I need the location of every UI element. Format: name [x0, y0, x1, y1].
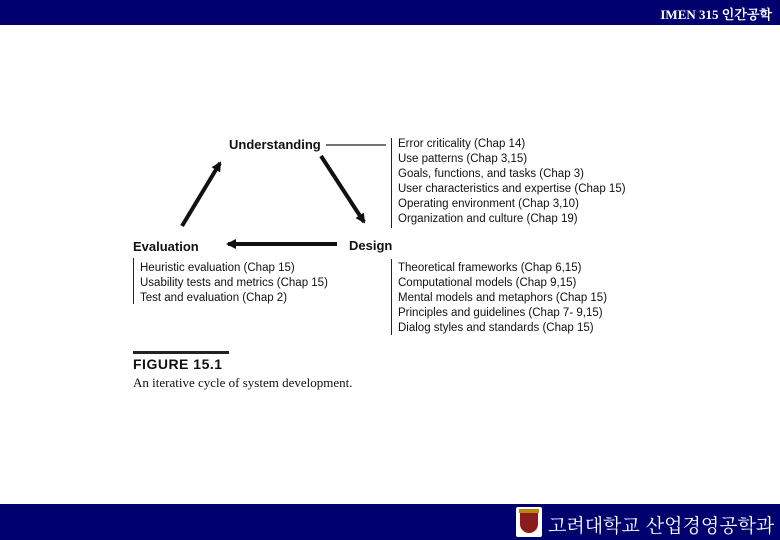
university-logo	[516, 507, 542, 537]
design-label: Design	[349, 238, 393, 253]
list-item: Use patterns (Chap 3,15)	[398, 153, 528, 165]
evaluation-list	[140, 261, 328, 306]
list-item: Mental models and metaphors (Chap 15)	[398, 292, 608, 304]
arrow-evaluation-to-understanding	[182, 163, 220, 226]
list-item: Operating environment (Chap 3,10)	[398, 198, 579, 210]
understanding-list	[398, 137, 626, 227]
crest-icon	[520, 513, 538, 533]
list-item: Theoretical frameworks (Chap 6,15)	[398, 262, 582, 274]
design-bracket	[391, 259, 392, 335]
list-item: Computational models (Chap 9,15)	[398, 277, 577, 289]
footer-bar	[0, 504, 780, 540]
evaluation-label: Evaluation	[133, 239, 199, 254]
evaluation-bracket	[133, 258, 134, 304]
list-item: Goals, functions, and tasks (Chap 3)	[398, 168, 585, 180]
list-item: Principles and guidelines (Chap 7- 9,15)	[398, 307, 603, 319]
list-item: Dialog styles and standards (Chap 15)	[398, 322, 594, 334]
understanding-label: Understanding	[229, 137, 321, 152]
understanding-bracket	[391, 138, 392, 228]
list-item: Organization and culture (Chap 19)	[398, 213, 578, 225]
design-list	[398, 261, 607, 336]
course-title: IMEN 315 인간공학	[660, 7, 772, 22]
figure-caption: An iterative cycle of system development.	[133, 375, 353, 390]
list-item: User characteristics and expertise (Chap 15)	[398, 183, 626, 195]
list-item: Usability tests and metrics (Chap 15)	[140, 277, 328, 289]
list-item: Test and evaluation (Chap 2)	[140, 292, 288, 304]
figure-rule	[133, 351, 229, 354]
figure-number: FIGURE 15.1	[133, 356, 223, 372]
department-name: 고려대학교 산업경영공학과	[548, 515, 775, 537]
list-item: Error criticality (Chap 14)	[398, 138, 526, 150]
list-item: Heuristic evaluation (Chap 15)	[140, 262, 295, 274]
arrow-understanding-to-design	[321, 156, 364, 222]
